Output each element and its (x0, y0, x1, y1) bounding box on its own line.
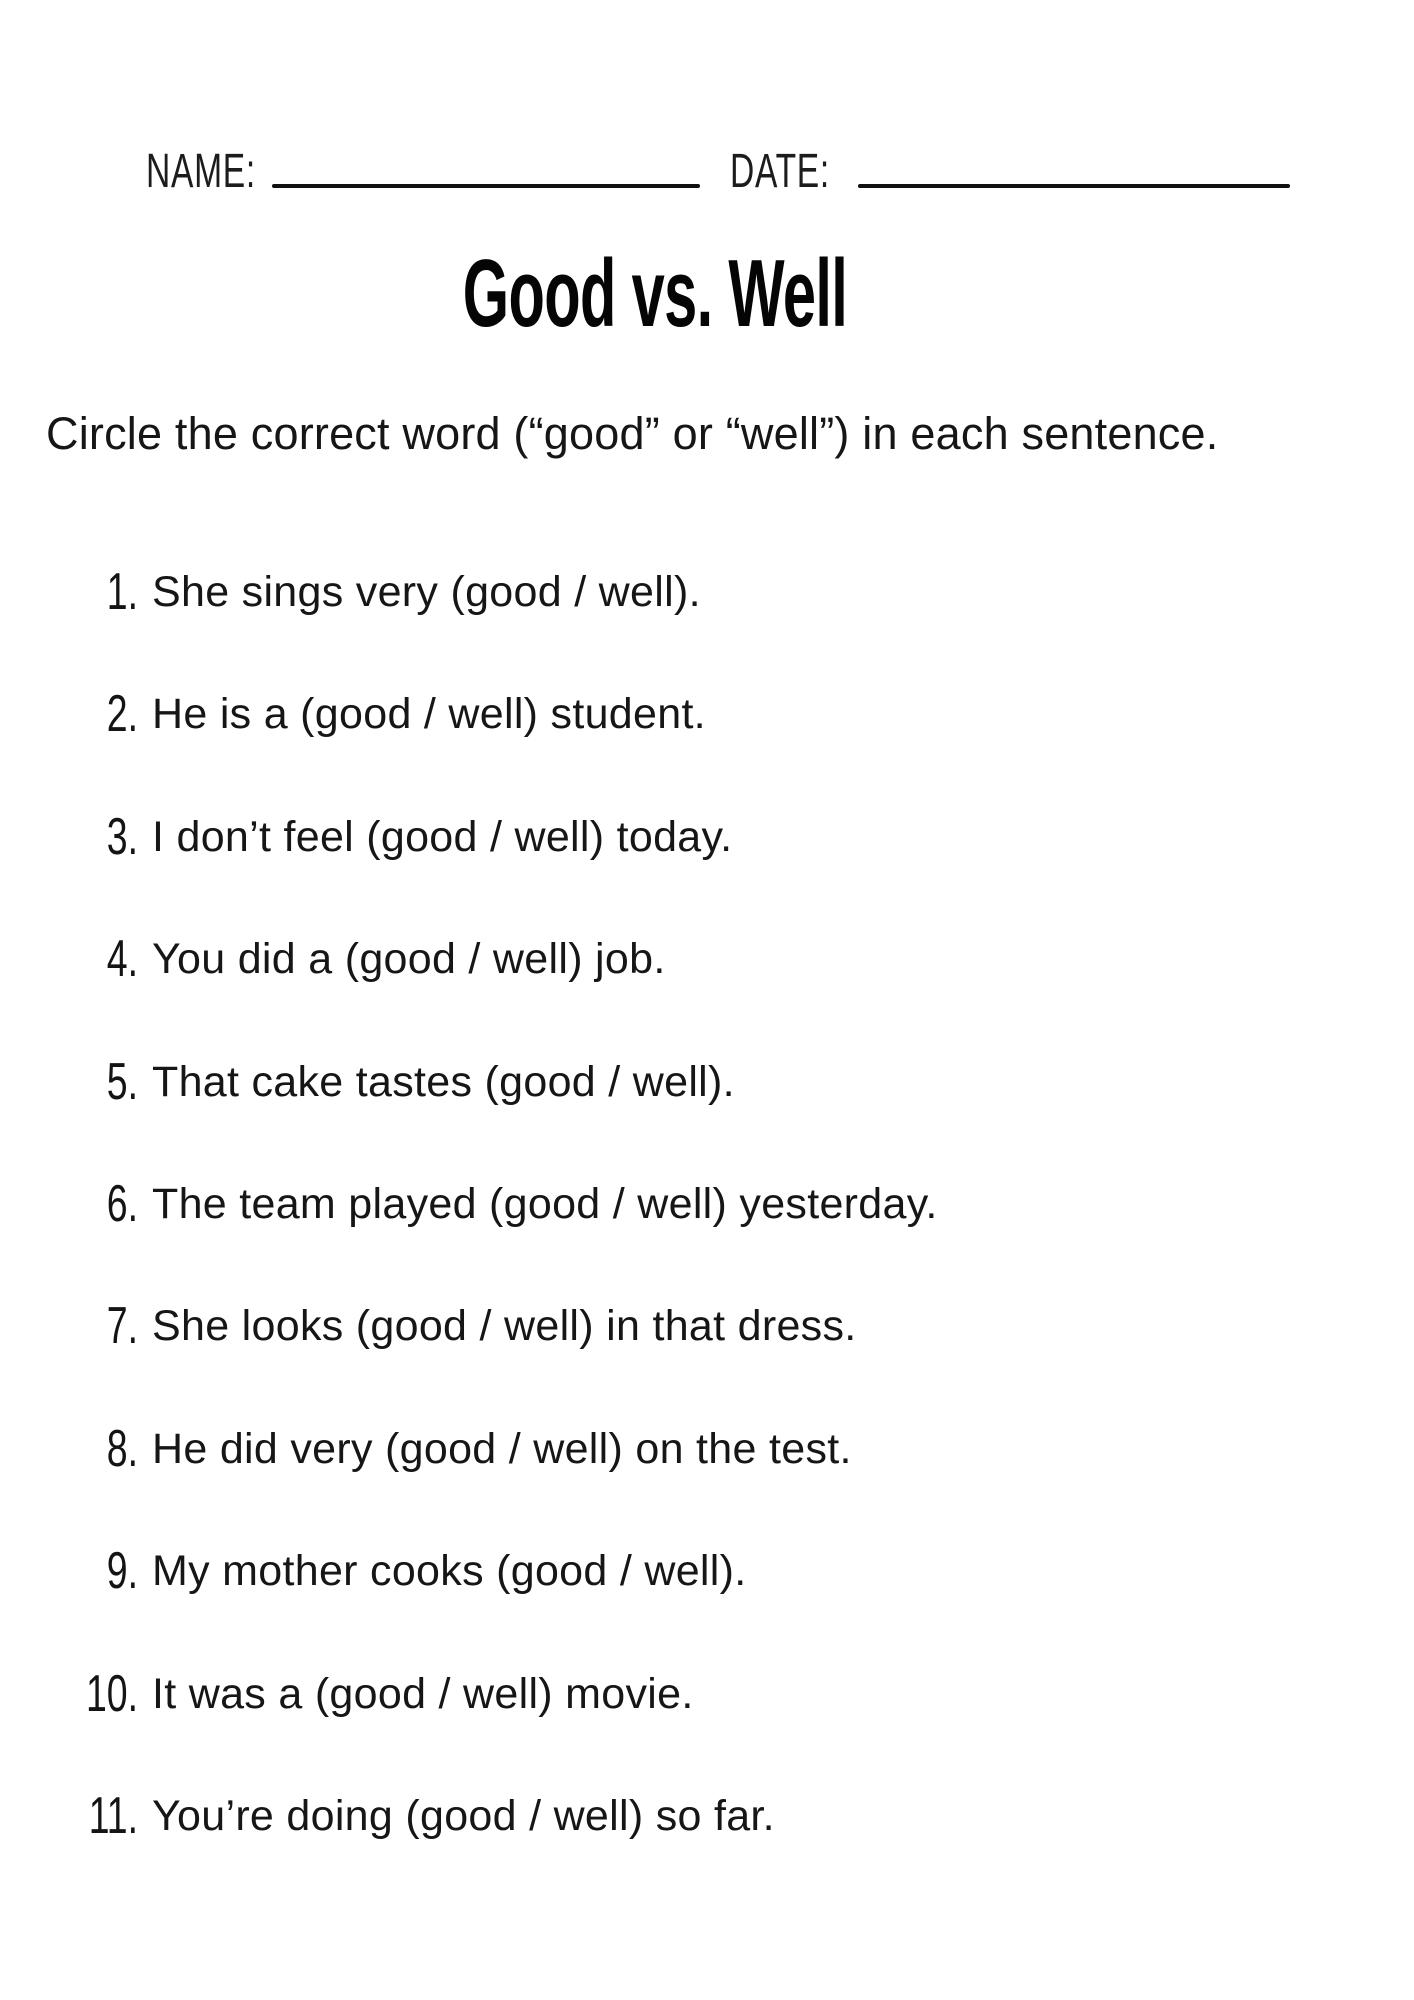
item-number: 4. (106, 930, 138, 988)
item-number: 9. (106, 1542, 138, 1600)
item-sentence: He is a (good / well) student. (152, 689, 706, 738)
item-sentence: I don’t feel (good / well) today. (152, 812, 733, 861)
worksheet-item (0, 1172, 938, 1236)
item-sentence: He did very (good / well) on the test. (152, 1424, 852, 1473)
worksheet-item (0, 805, 732, 869)
worksheet-item (0, 1784, 775, 1848)
date-fill-in-line[interactable] (858, 184, 1290, 188)
item-number: 2. (106, 685, 138, 743)
item-number: 5. (106, 1053, 138, 1111)
item-number: 3. (106, 808, 138, 866)
worksheet-item (0, 1050, 735, 1114)
worksheet-item (0, 1294, 857, 1358)
item-sentence: She sings very (good / well). (152, 567, 701, 616)
worksheet-item (0, 1662, 694, 1726)
date-label: DATE: (730, 145, 830, 198)
item-sentence: That cake tastes (good / well). (152, 1057, 735, 1106)
item-sentence: You’re doing (good / well) so far. (152, 1791, 775, 1840)
item-number: 1. (106, 563, 138, 621)
worksheet-item (0, 682, 706, 746)
item-number: 10. (85, 1665, 138, 1723)
item-sentence: She looks (good / well) in that dress. (152, 1301, 857, 1350)
item-number: 11. (88, 1787, 138, 1845)
page-title: Good vs. Well (462, 240, 848, 347)
worksheet-item (0, 560, 701, 624)
title-container (0, 240, 1310, 347)
name-fill-in-line[interactable] (272, 184, 700, 188)
item-sentence: You did a (good / well) job. (152, 934, 666, 983)
item-sentence: My mother cooks (good / well). (152, 1546, 747, 1595)
worksheet-item (0, 1539, 746, 1603)
item-number: 8. (106, 1420, 138, 1478)
item-sentence: The team played (good / well) yesterday. (152, 1179, 938, 1228)
worksheet-item (0, 1417, 852, 1481)
item-number: 7. (106, 1297, 138, 1355)
item-number: 6. (106, 1175, 138, 1233)
worksheet-item (0, 927, 666, 991)
name-label: NAME: (146, 145, 256, 198)
instruction-text: Circle the correct word (“good” or “well”) in each sentence. (46, 408, 1219, 459)
item-sentence: It was a (good / well) movie. (152, 1669, 694, 1718)
